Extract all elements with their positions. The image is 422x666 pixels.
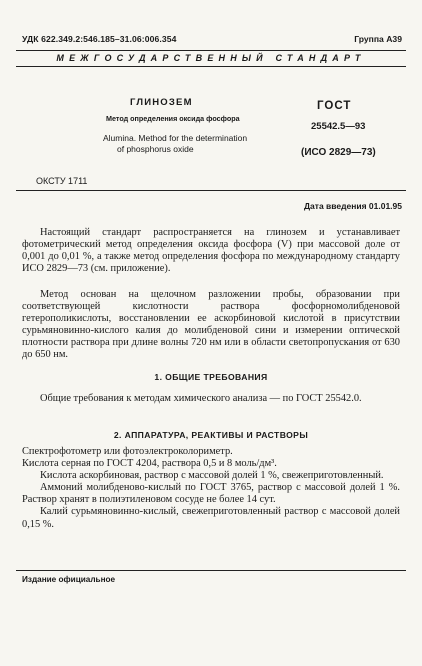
gost-number: 25542.5—93: [311, 121, 366, 132]
top-rule: [16, 50, 406, 51]
section-2-item: Кислота серная по ГОСТ 4204, раствора 0,5 и 8 моль/дм³.: [22, 458, 277, 470]
document-title: ГЛИНОЗЕМ: [130, 97, 193, 108]
banner-rule: [16, 66, 406, 67]
intro-paragraph-1: [22, 227, 400, 275]
section-2-item: Спектрофотометр или фотоэлектроколориметр.: [22, 446, 233, 457]
english-title-line-2: of phosphorus oxide: [117, 144, 194, 154]
okstu-rule: [16, 190, 406, 191]
section-2-item: Аммоний молибденово-кислый по ГОСТ 3765, раствор с массовой долей 1 %. Раствор хранят в полиэтиленовом сосуде не более 14 сут.: [22, 482, 400, 506]
footer-rule: [16, 570, 406, 571]
section-2-body: [22, 446, 400, 531]
intro-text-2: Метод основан на щелочном разложении пробы, образовании при соответствующей кислотности раствора фосфорномолибденовой гетерополикислоты, восстановлении ее аскорбиновой кислотой в присутствии сурьмяновинно-кислого калия до молибденовой сини и измерении оптической плотности раствора при длине волны 720 нм или в области светопропускания от 630 до 650 нм.: [22, 289, 400, 361]
group-code: Группа А39: [354, 34, 402, 44]
introduction-date: Дата введения 01.01.95: [304, 201, 402, 211]
udk-code: УДК 622.349.2:546.185–31.06:006.354: [22, 34, 177, 44]
section-2-heading: 2. АППАРАТУРА, РЕАКТИВЫ И РАСТВОРЫ: [113, 430, 309, 440]
gost-label: ГОСТ: [317, 100, 352, 112]
intro-paragraph-2: [22, 289, 400, 362]
english-title: [103, 133, 263, 155]
section-1-text: Общие требования к методам химического анализа — по ГОСТ 25542.0.: [40, 393, 362, 404]
okstu-code: ОКСТУ 1711: [36, 176, 88, 186]
section-1-heading: 1. ОБЩИЕ ТРЕБОВАНИЯ: [154, 372, 268, 382]
document-subtitle: Метод определения оксида фосфора: [106, 114, 240, 123]
iso-reference: (ИСО 2829—73): [301, 147, 376, 158]
section-2-item: Калий сурьмяновинно-кислый, свежеприготовленный раствор с массовой долей 0,15 %.: [22, 506, 400, 530]
section-2-item: Кислота аскорбиновая, раствор с массовой долей 1 %, свежеприготовленный.: [40, 470, 384, 482]
interstate-standard-banner: МЕЖГОСУДАРСТВЕННЫЙ СТАНДАРТ: [56, 53, 366, 63]
english-title-line-1: Alumina. Method for the determination: [103, 133, 248, 143]
intro-text-1: Настоящий стандарт распространяется на глинозем и устанавливает фотометрический метод определения оксида фосфора (V) при массовой доле от 0,001 до 0,01 %, а также метод определения фосфора по международному стандарту ИСО 2829—73 (см. приложение).: [22, 227, 400, 275]
section-1-body: [22, 393, 400, 405]
official-edition-label: Издание официальное: [22, 575, 116, 584]
